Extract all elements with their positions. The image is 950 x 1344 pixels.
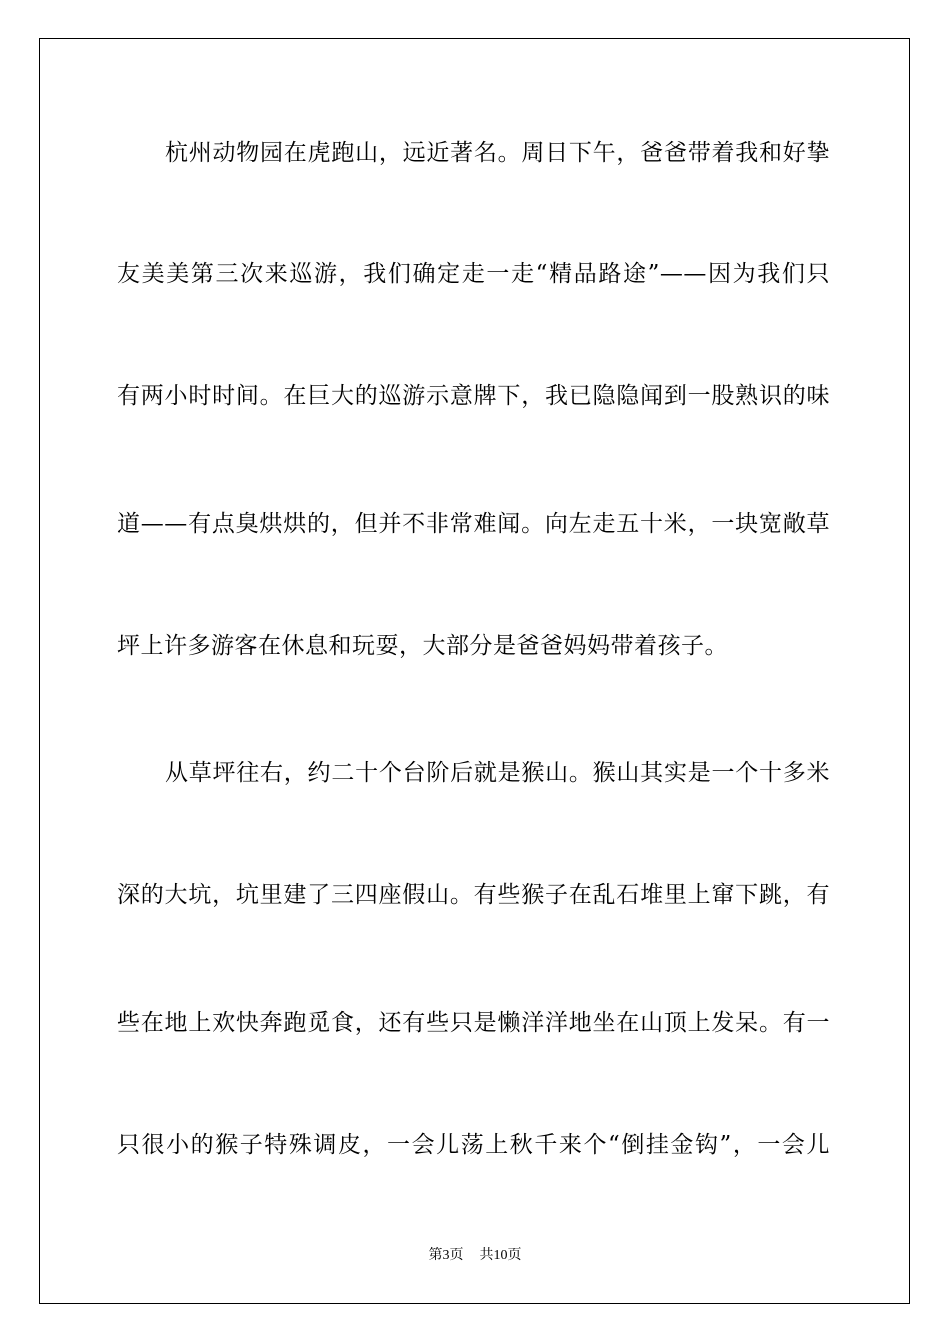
paragraph-1-line-1: 杭州动物园在虎跑山，远近著名。周日下午，爸爸带着我和好挚 — [165, 140, 830, 166]
paragraph-2-line-3: 些在地上欢快奔跑觅食，还有些只是懒洋洋地坐在山顶上发呆。有一 — [117, 1010, 830, 1036]
page-border — [39, 38, 910, 1304]
page-total: 共10页 — [479, 1248, 522, 1263]
paragraph-2-line-1: 从草坪往右，约二十个台阶后就是猴山。猴山其实是一个十多米 — [165, 760, 830, 786]
paragraph-1-line-2: 友美美第三次来巡游，我们确定走一走“精品路途”——因为我们只 — [117, 261, 830, 287]
paragraph-1-line-5: 坪上许多游客在休息和玩耍，大部分是爸爸妈妈带着孩子。 — [117, 633, 728, 659]
paragraph-2-line-2: 深的大坑，坑里建了三四座假山。有些猴子在乱石堆里上窜下跳，有 — [117, 882, 830, 908]
paragraph-2-line-4: 只很小的猴子特殊调皮，一会儿荡上秋千来个“倒挂金钩”，一会儿 — [117, 1132, 830, 1158]
paragraph-1-line-3: 有两小时时间。在巨大的巡游示意牌下，我已隐隐闻到一股熟识的味 — [117, 383, 830, 409]
paragraph-1-line-4: 道——有点臭烘烘的，但并不非常难闻。向左走五十米，一块宽敞草 — [117, 511, 830, 537]
page-number: 第3页 — [428, 1248, 464, 1263]
page-footer — [0, 1246, 950, 1266]
